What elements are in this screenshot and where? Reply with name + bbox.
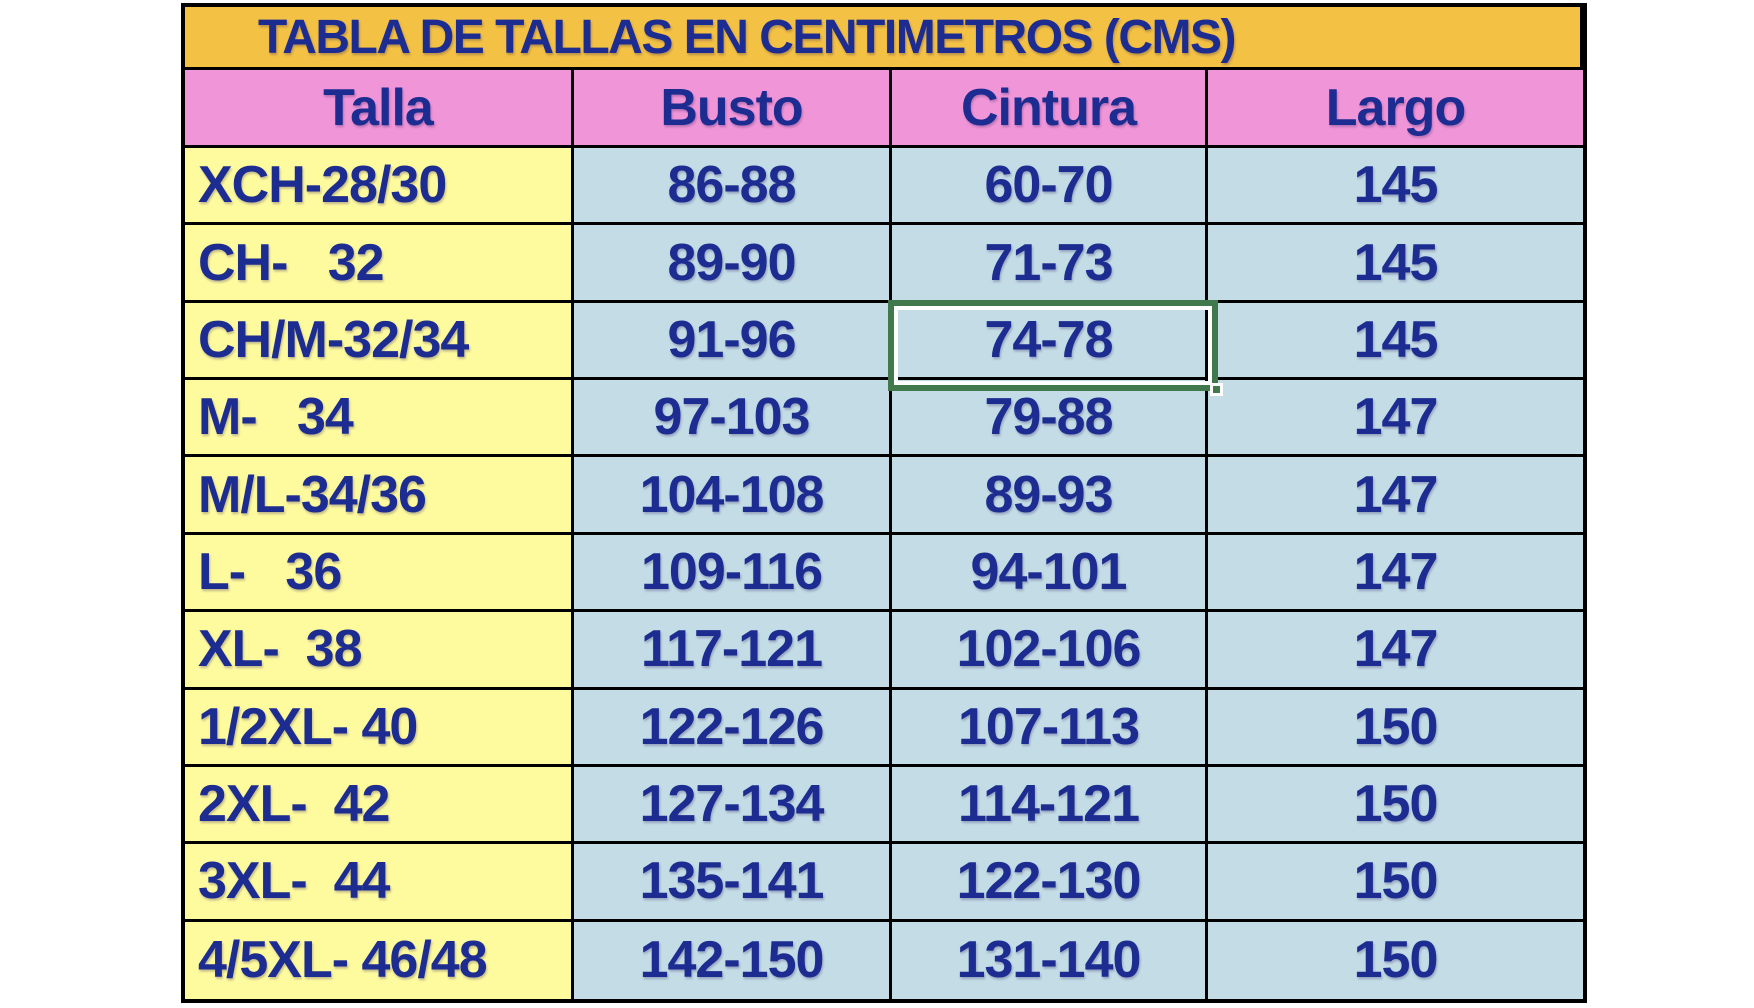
cell-talla-0[interactable]: XCH-28/30 [185,148,574,225]
column-header-talla[interactable]: Talla [185,70,574,148]
cell-cintura-4[interactable]: 89-93 [892,457,1208,534]
cell-talla-3[interactable]: M- 34 [185,380,574,457]
cell-largo-6[interactable]: 147 [1208,612,1583,689]
cell-busto-10[interactable]: 142-150 [574,922,892,999]
size-table [181,3,1587,1003]
cell-cintura-9[interactable]: 122-130 [892,844,1208,921]
cell-busto-8[interactable]: 127-134 [574,767,892,844]
cell-talla-5[interactable]: L- 36 [185,535,574,612]
cell-busto-2[interactable]: 91-96 [574,303,892,380]
cell-cintura-6[interactable]: 102-106 [892,612,1208,689]
cell-busto-4[interactable]: 104-108 [574,457,892,534]
cell-talla-10[interactable]: 4/5XL- 46/48 [185,922,574,999]
cell-busto-1[interactable]: 89-90 [574,225,892,302]
cell-talla-9[interactable]: 3XL- 44 [185,844,574,921]
cell-largo-10[interactable]: 150 [1208,922,1583,999]
cell-talla-6[interactable]: XL- 38 [185,612,574,689]
cell-largo-3[interactable]: 147 [1208,380,1583,457]
cell-largo-8[interactable]: 150 [1208,767,1583,844]
fill-handle[interactable] [1210,383,1223,396]
cell-busto-0[interactable]: 86-88 [574,148,892,225]
cell-largo-1[interactable]: 145 [1208,225,1583,302]
cell-largo-4[interactable]: 147 [1208,457,1583,534]
cell-busto-3[interactable]: 97-103 [574,380,892,457]
column-header-cintura[interactable]: Cintura [892,70,1208,148]
table-title: TABLA DE TALLAS EN CENTIMETROS (CMS) [185,7,1583,70]
cell-busto-9[interactable]: 135-141 [574,844,892,921]
cell-largo-0[interactable]: 145 [1208,148,1583,225]
cell-busto-6[interactable]: 117-121 [574,612,892,689]
cell-largo-9[interactable]: 150 [1208,844,1583,921]
cell-busto-7[interactable]: 122-126 [574,690,892,767]
cell-cintura-1[interactable]: 71-73 [892,225,1208,302]
cell-cintura-5[interactable]: 94-101 [892,535,1208,612]
column-header-largo[interactable]: Largo [1208,70,1583,148]
cell-cintura-3[interactable]: 79-88 [892,380,1208,457]
cell-cintura-7[interactable]: 107-113 [892,690,1208,767]
cell-cintura-8[interactable]: 114-121 [892,767,1208,844]
cell-cintura-10[interactable]: 131-140 [892,922,1208,999]
cell-talla-2[interactable]: CH/M-32/34 [185,303,574,380]
cell-talla-7[interactable]: 1/2XL- 40 [185,690,574,767]
column-header-busto[interactable]: Busto [574,70,892,148]
cell-cintura-2-selected[interactable]: 74-78 [892,303,1208,380]
cell-largo-2[interactable]: 145 [1208,303,1583,380]
cell-talla-4[interactable]: M/L-34/36 [185,457,574,534]
cell-cintura-0[interactable]: 60-70 [892,148,1208,225]
cell-talla-8[interactable]: 2XL- 42 [185,767,574,844]
cell-largo-5[interactable]: 147 [1208,535,1583,612]
cell-talla-1[interactable]: CH- 32 [185,225,574,302]
cell-busto-5[interactable]: 109-116 [574,535,892,612]
cell-largo-7[interactable]: 150 [1208,690,1583,767]
